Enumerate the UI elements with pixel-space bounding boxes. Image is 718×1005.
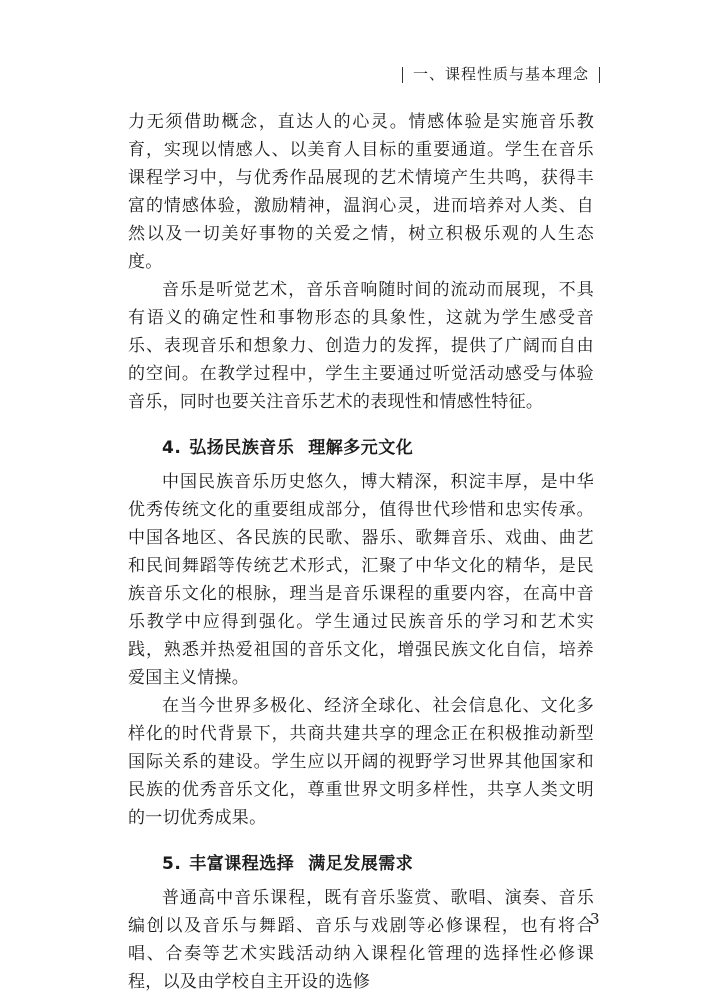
running-header bbox=[0, 64, 610, 84]
section-4-paragraph: 中国民族音乐历史悠久，博大精深，积淀丰厚，是中华优秀传统文化的重要组成部分，值得世代珍惜和忠实传承。中国各地区、各民族的民歌、器乐、歌舞音乐、戏曲、曲艺和民间舞蹈等传统艺术形式，汇聚了中华文化的精华，是民族音乐文化的根脉，理当是音乐课程的重要内容，在高中音乐教学中应得到强化。学生通过民族音乐的学习和艺术实践，熟悉并热爱祖国的音乐文化，增强民族文化自信，培养爱国主义情操。 bbox=[128, 472, 594, 688]
section-5-heading bbox=[128, 850, 594, 878]
section-4-paragraph: 在当今世界多极化、经济全球化、社会信息化、文化多样化的时代背景下，共商共建共享的理念正在积极推动新型国际关系的建设。学生应以开阔的视野学习世界其他国家和民族的优秀音乐文化，尊重世界文明多样性，共享人类文明的一切优秀成果。 bbox=[128, 696, 594, 828]
header-divider-left bbox=[402, 67, 403, 83]
section-5-number: 5. bbox=[162, 854, 182, 874]
page-body bbox=[128, 108, 594, 996]
section-5-title-part1: 丰富课程选择 bbox=[189, 854, 295, 874]
section-4-heading bbox=[128, 434, 594, 462]
body-paragraph: 音乐是听觉艺术，音乐音响随时间的流动而展现，不具有语义的确定性和事物形态的具象性，这就为学生感受音乐、表现音乐和想象力、创造力的发挥，提供了广阔而自由的空间。在教学过程中，学生主要通过听觉活动感受与体验音乐，同时也要关注音乐艺术的表现性和情感性特征。 bbox=[128, 280, 594, 412]
header-divider-right bbox=[599, 67, 600, 83]
section-5-title-part2: 满足发展需求 bbox=[308, 854, 414, 874]
page-number: 3 bbox=[590, 910, 600, 928]
section-4-title-part2: 理解多元文化 bbox=[308, 438, 414, 458]
section-5-paragraph: 普通高中音乐课程，既有音乐鉴赏、歌唱、演奏、音乐编创以及音乐与舞蹈、音乐与戏剧等必修课程，也有将合唱、合奏等艺术实践活动纳入课程化管理的选择性必修课程，以及由学校自主开设的选修 bbox=[128, 888, 594, 992]
body-paragraph-continued: 力无须借助概念，直达人的心灵。情感体验是实施音乐教育，实现以情感人、以美育人目标的重要通道。学生在音乐课程学习中，与优秀作品展现的艺术情境产生共鸣，获得丰富的情感体验，激励精神，温润心灵，进而培养对人类、自然以及一切美好事物的关爱之情，树立积极乐观的人生态度。 bbox=[128, 112, 594, 272]
section-4-title-part1: 弘扬民族音乐 bbox=[189, 438, 295, 458]
section-4-number: 4. bbox=[162, 438, 182, 458]
header-section-title: 一、课程性质与基本理念 bbox=[412, 65, 589, 83]
